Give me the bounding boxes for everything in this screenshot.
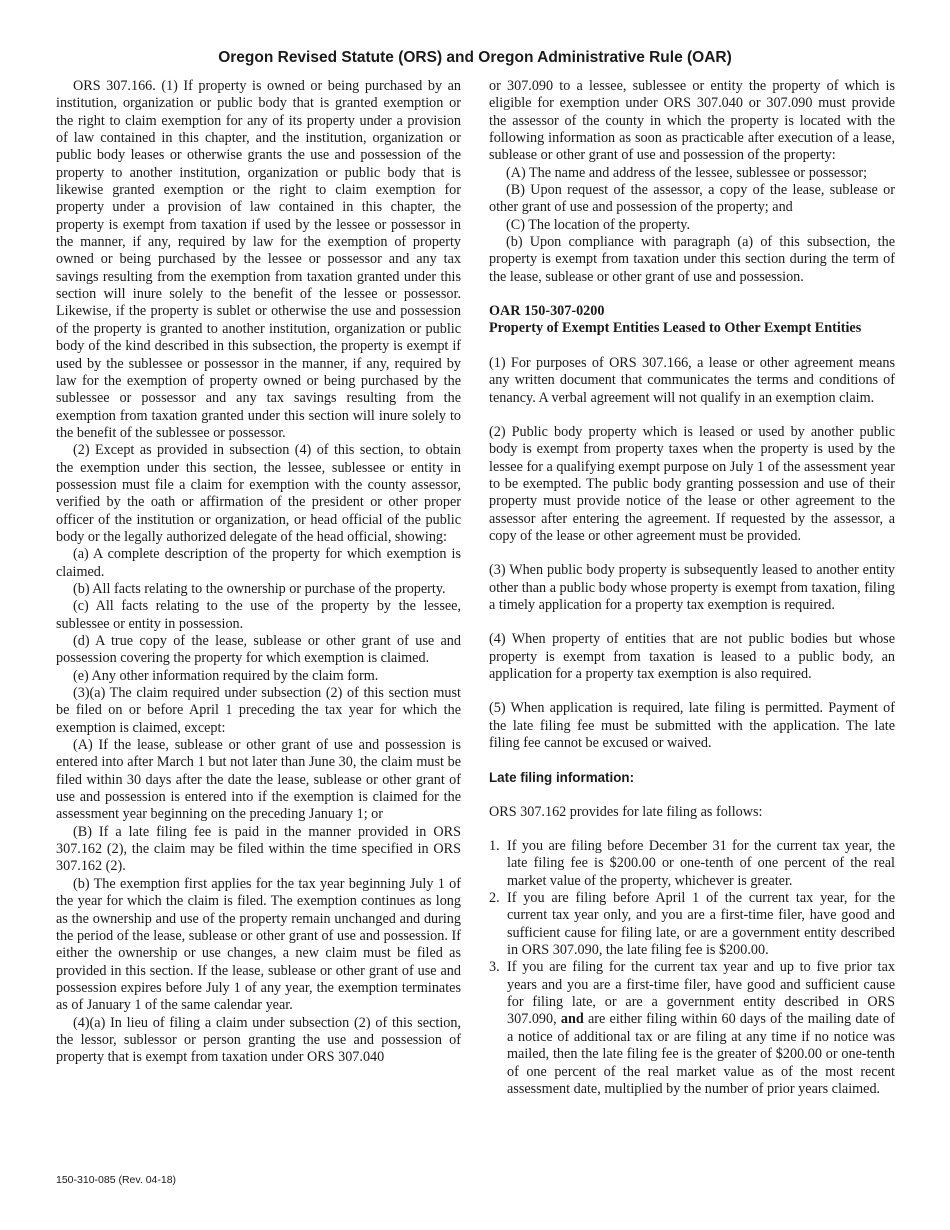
ors-307-166-subsection-1: ORS 307.166. (1) If property is owned or being purchased by an institution, organization or public body that is granted exemption or the right to claim exemption for any of its property under a provision of law contained in this chapter, and the institution, organization or public body leases or otherwise grants the use and possession of the property to another institution, organization or public body that is likewise granted exemption or the right to claim exemption for property under a provision of law contained in this chapter, the property is exempt from taxation if used by the lessee or possessor in the manner, if any, required by law for the exemption of property owned or being purchased by the lessee or possessor and any tax savings resulting from the exemption from taxation granted under this section will inure solely to the benefit of the lessee or possessor. Likewise, if the property is sublet or otherwise the use and possession of the property is granted to another institution, organization or public body of the kind described in this subsection, the property is exempt if used by the sublessee or possessor in the manner, if any, required by law for the exemption of property owned or being purchased by the sublessee or possessor and any tax savings resulting from the exemption from taxation granted under this section will inure solely to the benefit of the sublessee or possessor. (56, 78, 461, 441)
ors-subsection-3b: (b) The exemption first applies for the tax year beginning July 1 of the year for which the claim is filed. The exemption continues as long as the ownership and use of the property remain unchanged and during the period of the lease, sublease or other grant of use and possession. If either the ownership or use changes, a new claim must be filed as provided in this section. If the lease, sublease or other grant of use and possession expires before July 1 of any year, the exemption terminates as of January 1 of the same calendar year. (56, 875, 461, 1014)
late-filing-intro: ORS 307.162 provides for late filing as follows: (489, 803, 763, 820)
list-item-bold-word: and (560, 1011, 584, 1028)
oar-paragraph-3: (3) When public body property is subsequently leased to another entity other than a public body whose property is exempt from taxation, filing a timely application for a property tax exemption is required. (489, 562, 895, 613)
oar-title: Property of Exempt Entities Leased to Other Exempt Entities (489, 320, 862, 337)
left-column (56, 78, 461, 1067)
list-item (489, 838, 895, 890)
ors-subsection-3a: (3)(a) The claim required under subsection (2) of this section must be filed on or before April 1 preceding the tax year for which the exemption is claimed, except: (56, 685, 461, 736)
form-number: 150-310-085 (Rev. 04-18) (56, 1174, 177, 1186)
oar-paragraph-1: (1) For purposes of ORS 307.166, a lease or other agreement means any written document that communicates the terms and conditions of tenancy. A verbal agreement will not qualify in an exemption claim. (489, 354, 895, 406)
page-title: Oregon Revised Statute (ORS) and Oregon Administrative Rule (OAR) (218, 49, 732, 66)
list-item-text: If you are filing before April 1 of the current tax year, for the current tax year only, and you are a first-time filer, have good and sufficient cause for filing late, or are a government entity described in ORS 307.090, the late filing fee is $200.00. (507, 890, 895, 959)
list-item-number: 3. (489, 959, 500, 976)
oar-paragraph-4: (4) When property of entities that are not public bodies but whose property is exempt from taxation is leased to a public body, an application for a property tax exemption is also required. (489, 631, 895, 682)
ors-subsection-4a: (4)(a) In lieu of filing a claim under subsection (2) of this section, the lessor, sublessor or person granting the use and possession of property that is exempt from taxation under ORS 307.040 (56, 1014, 461, 1066)
ors-item-c: (c) All facts relating to the use of the property by the lessee, sublessee or entity in possession. (56, 598, 461, 632)
ors-item-b: (b) All facts relating to the ownership or purchase of the property. (73, 580, 446, 597)
ors-item-e: (e) Any other information required by the claim form. (73, 667, 379, 684)
ors-4a-item-C: (C) The location of the property. (506, 216, 690, 233)
ors-item-a: (a) A complete description of the property for which exemption is claimed. (56, 546, 461, 580)
oar-paragraph-2: (2) Public body property which is leased or used by another public body is exempt from property taxes when the property is used by the lessee for a qualifying exempt purpose on July 1 of the assessment year to be exempted. The public body granting possession and use of their property must provide notice of the lease or other agreement to the assessor after entering the agreement. If requested by the assessor, a copy of the lease or other agreement must be provided. (489, 423, 895, 544)
list-item-text-before: If you are filing for the current tax year and up to five prior tax years and you are a first-time filer, have good and sufficient cause for filing late, or are a government entity described in ORS 307.090, (507, 959, 895, 1028)
list-item-text: If you are filing before December 31 for the current tax year, the late filing fee is $200.00 or one-tenth of one percent of the real market value of the property, whichever is greater. (507, 838, 895, 889)
ors-3a-item-B: (B) If a late filing fee is paid in the manner provided in ORS 307.162 (2), the claim may be filed within the time specified in ORS 307.162 (2). (56, 823, 461, 875)
oar-number: OAR 150-307-0200 (489, 303, 605, 320)
oar-paragraph-5: (5) When application is required, late filing is permitted. Payment of the late filing fee must be submitted with the application. The late filing fee cannot be excused or waived. (489, 700, 895, 751)
list-item-number: 1. (489, 838, 500, 855)
list-item-number: 2. (489, 890, 500, 907)
ors-4a-item-B: (B) Upon request of the assessor, a copy of the lease, sublease or other grant of use and possession of the property; and (489, 182, 895, 216)
late-filing-heading: Late filing information: (489, 770, 635, 786)
ors-4a-item-A: (A) The name and address of the lessee, sublessee or possessor; (506, 164, 868, 181)
ors-item-d: (d) A true copy of the lease, sublease or other grant of use and possession covering the property for which exemption is claimed. (56, 633, 461, 667)
ors-4a-continuation: or 307.090 to a lessee, sublessee or entity the property of which is eligible for exemption under ORS 307.040 or 307.090 must provide the assessor of the county in which the property is located with the following information as soon as practicable after execution of a lease, sublease or other grant of use and possession of the property: (489, 78, 895, 164)
ors-subsection-4b: (b) Upon compliance with paragraph (a) of this subsection, the property is exempt from taxation under this section during the term of the lease, sublease or other grant of use and possession. (489, 234, 895, 285)
list-item (489, 890, 895, 959)
ors-subsection-2: (2) Except as provided in subsection (4) of this section, to obtain the exemption under this section, the lessee, sublessee or entity in possession must file a claim for exemption with the county assessor, verified by the oath or affirmation of the president or other proper officer of the institution or organization, or head official of the public body or the legally authorized delegate of the head official, showing: (56, 442, 461, 545)
list-item (489, 959, 895, 1098)
late-filing-list (489, 838, 895, 1098)
right-column (489, 78, 895, 1098)
ors-3a-item-A: (A) If the lease, sublease or other grant of use and possession is entered into after March 1 but not later than June 30, the claim must be filed within 30 days after the date the lease, sublease or other grant of use and possession is entered into if the exemption is claimed for the assessment year beginning on the preceding January 1; or (56, 737, 461, 823)
list-item-text-after: are either filing within 60 days of the mailing date of a notice of additional tax or are filing at any time if no notice was mailed, then the late filing fee is the greater of $200.00 or one-tenth of one percent of the real market value as of the most recent assessment date, multiplied by the number of prior years claimed. (507, 1011, 896, 1097)
